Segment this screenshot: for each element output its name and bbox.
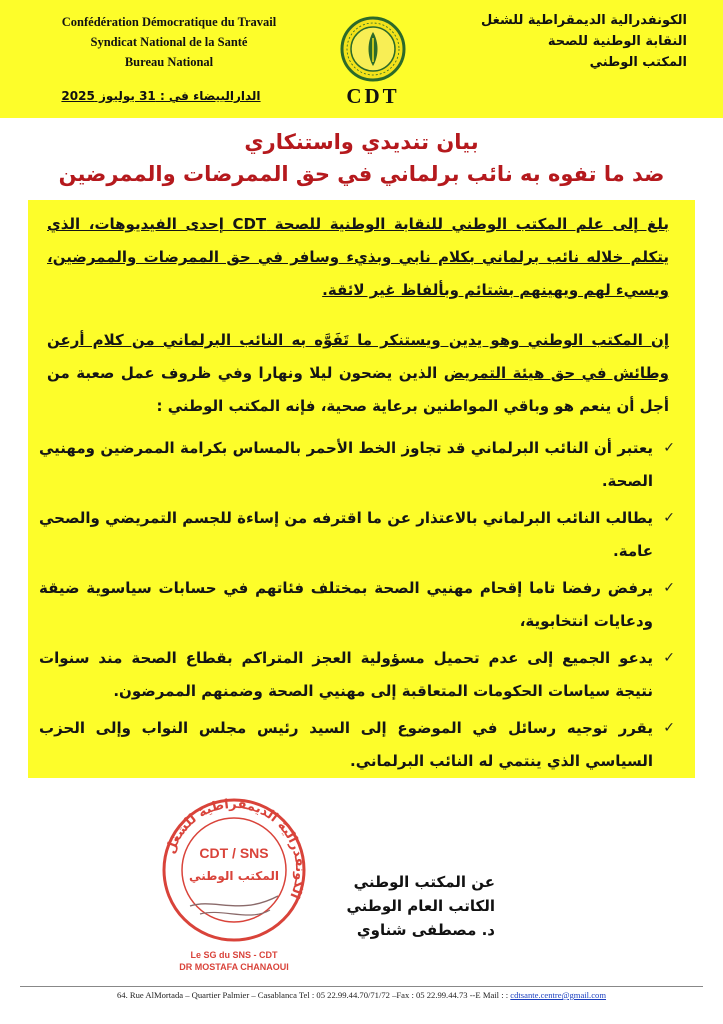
stamp-center-arabic: المكتب الوطني: [189, 869, 279, 883]
position-paragraph-underlined: إن المكتب الوطني وهو يدين ويستنكر ما تَفَوَّه به النائب البرلماني من كلام أرعن وطائش في حق هيئة التمريض: [47, 331, 669, 382]
list-item-text: يطالب النائب البرلماني بالاعتذار عن ما اقترفه من إساءة للجسم التمريضي والصحي عامة.: [39, 509, 653, 560]
cdt-logo-icon: [340, 16, 406, 82]
list-item-text: يعتبر أن النائب البرلماني قد تجاوز الخط الأحمر بالمساس بكرامة الممرضين ومهنيي الصحة.: [39, 439, 653, 490]
cdt-acronym: CDT: [346, 84, 400, 108]
union-name-fr: Syndicat National de la Santé: [90, 35, 248, 49]
footer-contact: [0, 990, 723, 1000]
position-paragraph-rest: الذين يضحون ليلا ونهارا وفي ظروف عمل صعبة من أجل أن ينعم هو وباقي المواطنين برعاية صحية، فإنه المكتب الوطني :: [47, 364, 669, 415]
stamp-secretary-title: Le SG du SNS - CDT: [190, 950, 278, 960]
resolutions-list: [39, 432, 675, 782]
list-item: [39, 642, 675, 708]
list-item: [39, 502, 675, 568]
union-name-ar: النقابة الوطنية للصحة: [547, 34, 687, 49]
checkmark-icon: ✓: [663, 440, 675, 456]
position-paragraph: [47, 324, 669, 423]
place-and-date: الدارالبيضاء في : 31 يوليوز 2025: [61, 89, 261, 103]
checkmark-icon: ✓: [663, 650, 675, 666]
signature-block: [295, 870, 495, 942]
footer-divider: [20, 986, 703, 987]
org-name-ar: الكونفدرالية الديمقراطية للشغل: [481, 13, 687, 28]
statement-title-block: [0, 118, 723, 200]
checkmark-icon: ✓: [663, 720, 675, 736]
statement-title: بيان تنديدي واستنكاري: [244, 130, 479, 154]
letterhead-french: [38, 12, 300, 72]
list-item-text: يدعو الجميع إلى عدم تحميل مسؤولية العجز المتراكم بقطاع الصحة مند سنوات نتيجة سياسات الحكومات المتعاقبة إلى مهنيي الصحة وضمنهم الممرضون.: [39, 649, 653, 700]
bureau-name-fr: Bureau National: [124, 55, 214, 69]
letterhead-arabic: [477, 10, 687, 73]
union-stamp: [160, 786, 308, 976]
stamp-ring-text: الكونفدرالية الديمقراطية للشغل: [163, 796, 308, 901]
list-item: [39, 432, 675, 498]
statement-subtitle: ضد ما تفوه به نائب برلماني في حق الممرضات والممرضين: [58, 162, 665, 186]
signature-name: د. مصطفى شناوي: [356, 921, 495, 939]
stamp-center-acronym: CDT / SNS: [199, 845, 269, 861]
stamp-secretary-name: DR MOSTAFA CHANAOUI: [179, 962, 289, 972]
signature-on-behalf: عن المكتب الوطني: [353, 873, 495, 891]
list-item-text: يقرر توجيه رسائل في الموضوع إلى السيد رئيس مجلس النواب وإلى الحزب السياسي الذي ينتمي له النائب البرلماني.: [39, 719, 653, 770]
list-item-text: يرفض رفضا تاما إقحام مهنيي الصحة بمختلف فئاتهم في حسابات سياسوية ضيقة ودعايات انتخابوية،: [39, 579, 653, 630]
list-item: [39, 572, 675, 638]
bureau-name-ar: المكتب الوطني: [589, 55, 687, 70]
footer-address: 64. Rue AlMortada – Quartier Palmier – Casablanca Tel : 05 22.99.44.70/71/72 –Fax : 05 22.99.44.73 --E Mail : :: [116, 990, 511, 1000]
footer-email-link[interactable]: cdtsante.centre@gmail.com: [510, 990, 607, 1000]
signature-title: الكاتب العام الوطني: [346, 897, 495, 915]
list-item: [39, 712, 675, 778]
intro-paragraph: بلغ إلى علم المكتب الوطني للنقابة الوطنية للصحة CDT إحدى الفيديوهات، الذي يتكلم خلاله نائب برلماني بكلام نابي وبذيء وسافر في حق الممرضات والممرضين، ويسيء لهم ويهينهم بشتائم وبألفاظ غير لائقة.: [47, 215, 669, 299]
statement-body: [28, 200, 695, 778]
org-name-fr: Confédération Démocratique du Travail: [61, 15, 277, 29]
checkmark-icon: ✓: [663, 580, 675, 596]
checkmark-icon: ✓: [663, 510, 675, 526]
